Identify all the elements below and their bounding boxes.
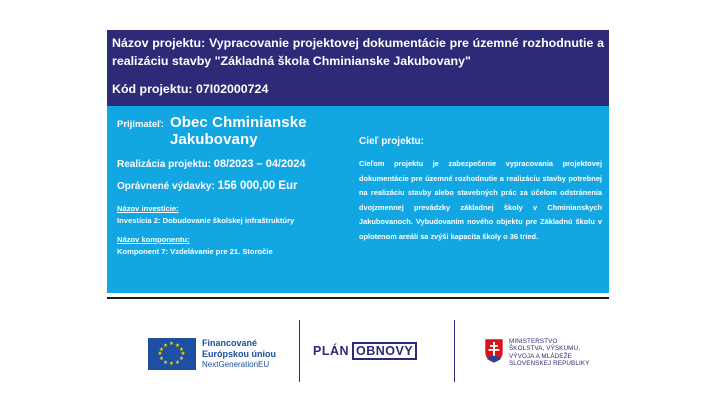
info-left-column <box>117 114 355 256</box>
logo-separator <box>454 320 455 382</box>
project-header <box>107 30 609 106</box>
eu-line-1: Financované <box>202 338 258 348</box>
goal-text: Cieľom projektu je zabezpečenie vypracovania projektovej dokumentácie pre územné rozhodnutie a realizáciu stavby potrebnej na realizáciu stavby alebo stavebných prác za účelom odstránenia dvojzmennej prevádzky základnej školy v Chminianskych Jakubovanoch. Vybudovaním nového objektu pre Základnú školu v oplotenom areáli sa zvýši kapacita školy o 36 tried. <box>359 159 602 241</box>
component-block <box>117 235 355 256</box>
footer-divider <box>107 297 609 299</box>
plan-obnovy-logo <box>313 344 417 358</box>
ministry-line-1: MINISTERSTVO <box>509 338 558 345</box>
ministry-line-4: SLOVENSKEJ REPUBLIKY <box>509 360 590 368</box>
project-name: Názov projektu: Vypracovanie projektovej dokumentácie pre územné rozhodnutie a realizáciu stavby "Základná škola Chminianske Jakubovany" <box>112 36 604 68</box>
funding-footer <box>0 310 720 390</box>
obnovy-word: OBNOVY <box>352 342 417 360</box>
component-label: Názov komponentu: <box>117 235 190 244</box>
ministry-line-2: ŠKOLSTVA, VÝSKUMU, <box>509 345 580 353</box>
eu-text <box>202 338 276 370</box>
recipient-label: Prijímateľ: <box>117 119 164 130</box>
info-right-column <box>359 136 602 244</box>
goal-title: Cieľ projektu: <box>359 136 424 147</box>
realization-row <box>117 158 355 170</box>
investment-value: Investícia 2: Dobudovanie školskej infraštruktúry <box>117 216 295 225</box>
recipient-row <box>117 114 355 148</box>
project-info-panel <box>107 106 609 293</box>
eu-line-2: Európskou úniou <box>202 349 276 359</box>
component-value: Komponent 7: Vzdelávanie pre 21. Storočie <box>117 247 273 256</box>
expenses-row <box>117 180 355 192</box>
logo-separator <box>299 320 300 382</box>
investment-label: Názov investície: <box>117 204 179 213</box>
plan-word: PLÁN <box>313 344 350 358</box>
eu-line-3: NextGenerationEU <box>202 360 270 369</box>
eu-flag-icon: ★ ★ ★ ★ ★ ★ ★ ★ ★ ★ ★ ★ <box>148 338 196 370</box>
expenses-value: 156 000,00 Eur <box>217 180 298 192</box>
slovak-crest-icon <box>484 338 504 364</box>
ministry-logo <box>484 338 589 368</box>
project-code: Kód projektu: 07I02000724 <box>112 82 269 96</box>
eu-funding-logo <box>148 338 276 370</box>
ministry-line-3: VÝVOJA A MLÁDEŽE <box>509 352 572 360</box>
ministry-text <box>509 338 589 368</box>
realization-value: 08/2023 – 04/2024 <box>213 158 306 170</box>
realization-label: Realizácia projektu: <box>117 159 211 170</box>
investment-block <box>117 204 355 225</box>
recipient-name: Obec Chminianske Jakubovany <box>169 114 307 148</box>
expenses-label: Oprávnené výdavky: <box>117 181 215 192</box>
